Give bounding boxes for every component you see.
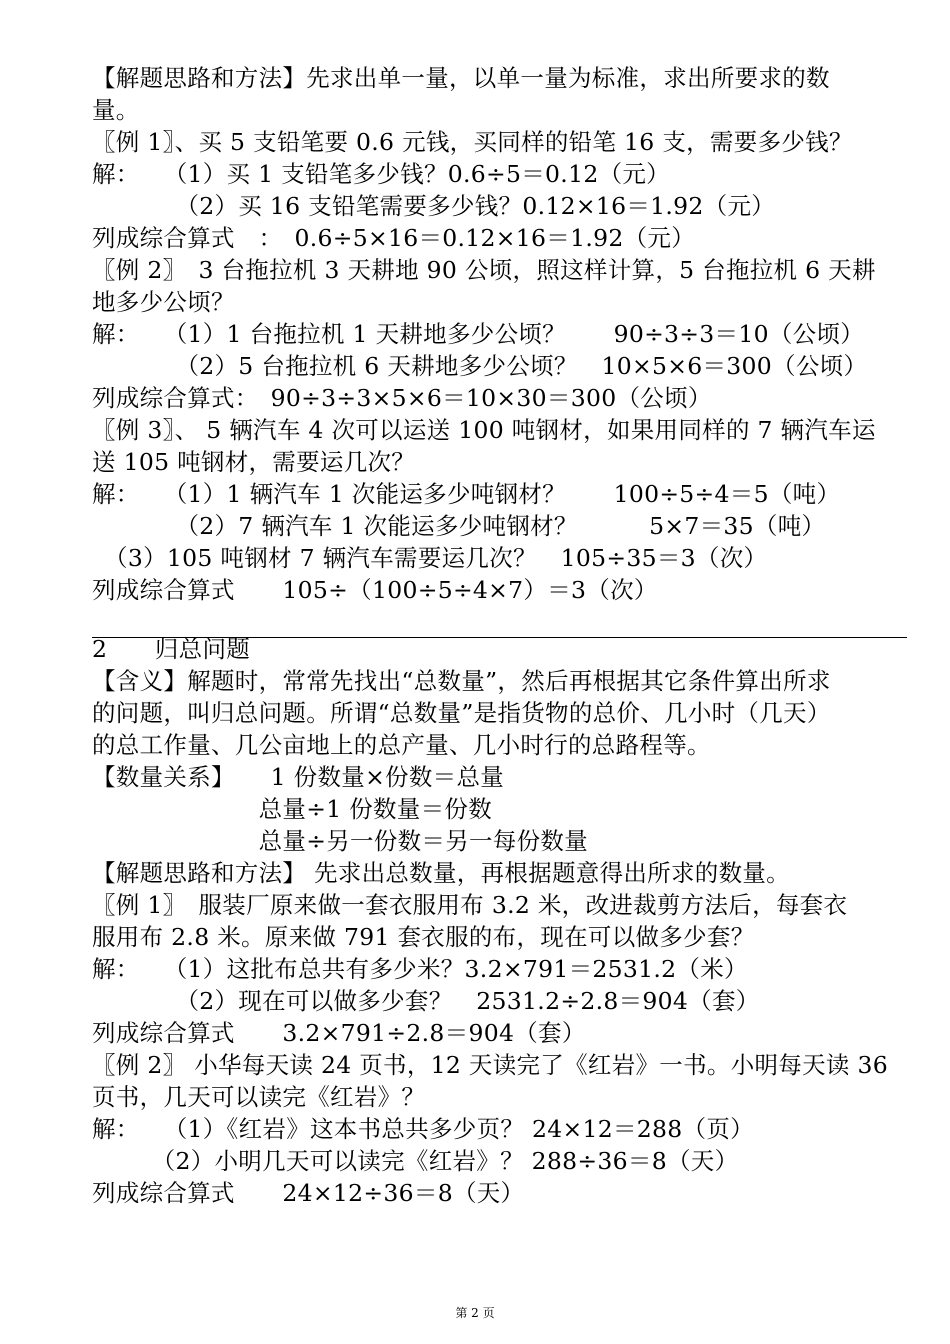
- definition: 【含义】解题时，常常先找出“总数量”，然后再根据其它条件算出所求: [92, 667, 831, 695]
- example-2-formula: 列成综合算式： 90÷3÷3×5×6＝10×30＝300（公顷）: [92, 384, 712, 412]
- relation-1: 【数量关系】 1 份数量×份数＝总量: [92, 763, 505, 791]
- page-number: 第 2 页: [455, 1306, 495, 1320]
- example-4-question: 〖例 1〗 服装厂原来做一套衣服用布 3.2 米，改进裁剪方法后，每套衣: [92, 891, 848, 919]
- example-5-question: 〖例 2〗 小华每天读 24 页书，12 天读完了《红岩》一书。小明每天读 36: [92, 1051, 888, 1079]
- example-5-formula: 列成综合算式 24×12÷36＝8（天）: [92, 1179, 525, 1207]
- example-3-step-1: 解： （1）1 辆汽车 1 次能运多少吨钢材？ 100÷5÷4＝5（吨）: [92, 480, 841, 508]
- example-2-question: 〖例 2〗 3 台拖拉机 3 天耕地 90 公顷，照这样计算，5 台拖拉机 6 天耕: [92, 256, 876, 284]
- section-divider: [92, 637, 907, 638]
- example-1-question: 〖例 1〗、买 5 支铅笔要 0.6 元钱，买同样的铅笔 16 支，需要多少钱？: [92, 128, 853, 156]
- example-3-formula: 列成综合算式 105÷（100÷5÷4×7）＝3（次）: [92, 576, 658, 604]
- example-4-step-1: 解： （1）这批布总共有多少米？3.2×791＝2531.2（米）: [92, 955, 748, 983]
- example-2-question-cont: 地多少公顷？: [92, 288, 235, 316]
- example-3-step-2: （2）7 辆汽车 1 次能运多少吨钢材？ 5×7＝35（吨）: [92, 512, 826, 540]
- method-heading-2: 【解题思路和方法】 先求出总数量，再根据题意得出所求的数量。: [92, 859, 790, 887]
- method-heading: 【解题思路和方法】先求出单一量，以单一量为标准，求出所要求的数: [92, 64, 830, 92]
- example-4-step-2: （2）现在可以做多少套？ 2531.2÷2.8＝904（套）: [92, 987, 760, 1015]
- relation-3: 总量÷另一份数＝另一每份数量: [92, 827, 588, 855]
- example-3-question-cont: 送 105 吨钢材，需要运几次？: [92, 448, 416, 476]
- example-3-step-3: （3）105 吨钢材 7 辆汽车需要运几次？ 105÷35＝3（次）: [92, 544, 768, 572]
- example-2-step-2: （2）5 台拖拉机 6 天耕地多少公顷？ 10×5×6＝300（公顷）: [92, 352, 868, 380]
- example-5-step-1: 解： （1）《红岩》这本书总共多少页？ 24×12＝288（页）: [92, 1115, 754, 1143]
- method-heading-cont: 量。: [92, 96, 140, 124]
- example-2-step-1: 解： （1）1 台拖拉机 1 天耕地多少公顷？ 90÷3÷3＝10（公顷）: [92, 320, 865, 348]
- example-1-formula: 列成综合算式 ： 0.6÷5×16＝0.12×16＝1.92（元）: [92, 224, 695, 252]
- example-1-step-2: （2）买 16 支铅笔需要多少钱？0.12×16＝1.92（元）: [92, 192, 776, 220]
- example-4-formula: 列成综合算式 3.2×791÷2.8＝904（套）: [92, 1019, 586, 1047]
- example-3-question: 〖例 3〗、 5 辆汽车 4 次可以运送 100 吨钢材，如果用同样的 7 辆汽车运: [92, 416, 876, 444]
- definition-cont-1: 的问题，叫归总问题。所谓“总数量”是指货物的总价、几小时（几天）: [92, 699, 831, 727]
- example-1-step-1: 解： （1）买 1 支铅笔多少钱？0.6÷5＝0.12（元）: [92, 160, 670, 188]
- example-5-step-2: （2）小明几天可以读完《红岩》？ 288÷36＝8（天）: [92, 1147, 739, 1175]
- definition-cont-2: 的总工作量、几公亩地上的总产量、几小时行的总路程等。: [92, 731, 711, 759]
- example-4-question-cont: 服用布 2.8 米。原来做 791 套衣服的布，现在可以做多少套？: [92, 923, 755, 951]
- section-title: 2 归总问题: [92, 635, 251, 663]
- example-5-question-cont: 页书，几天可以读完《红岩》？: [92, 1083, 426, 1111]
- relation-2: 总量÷1 份数量＝份数: [92, 795, 493, 823]
